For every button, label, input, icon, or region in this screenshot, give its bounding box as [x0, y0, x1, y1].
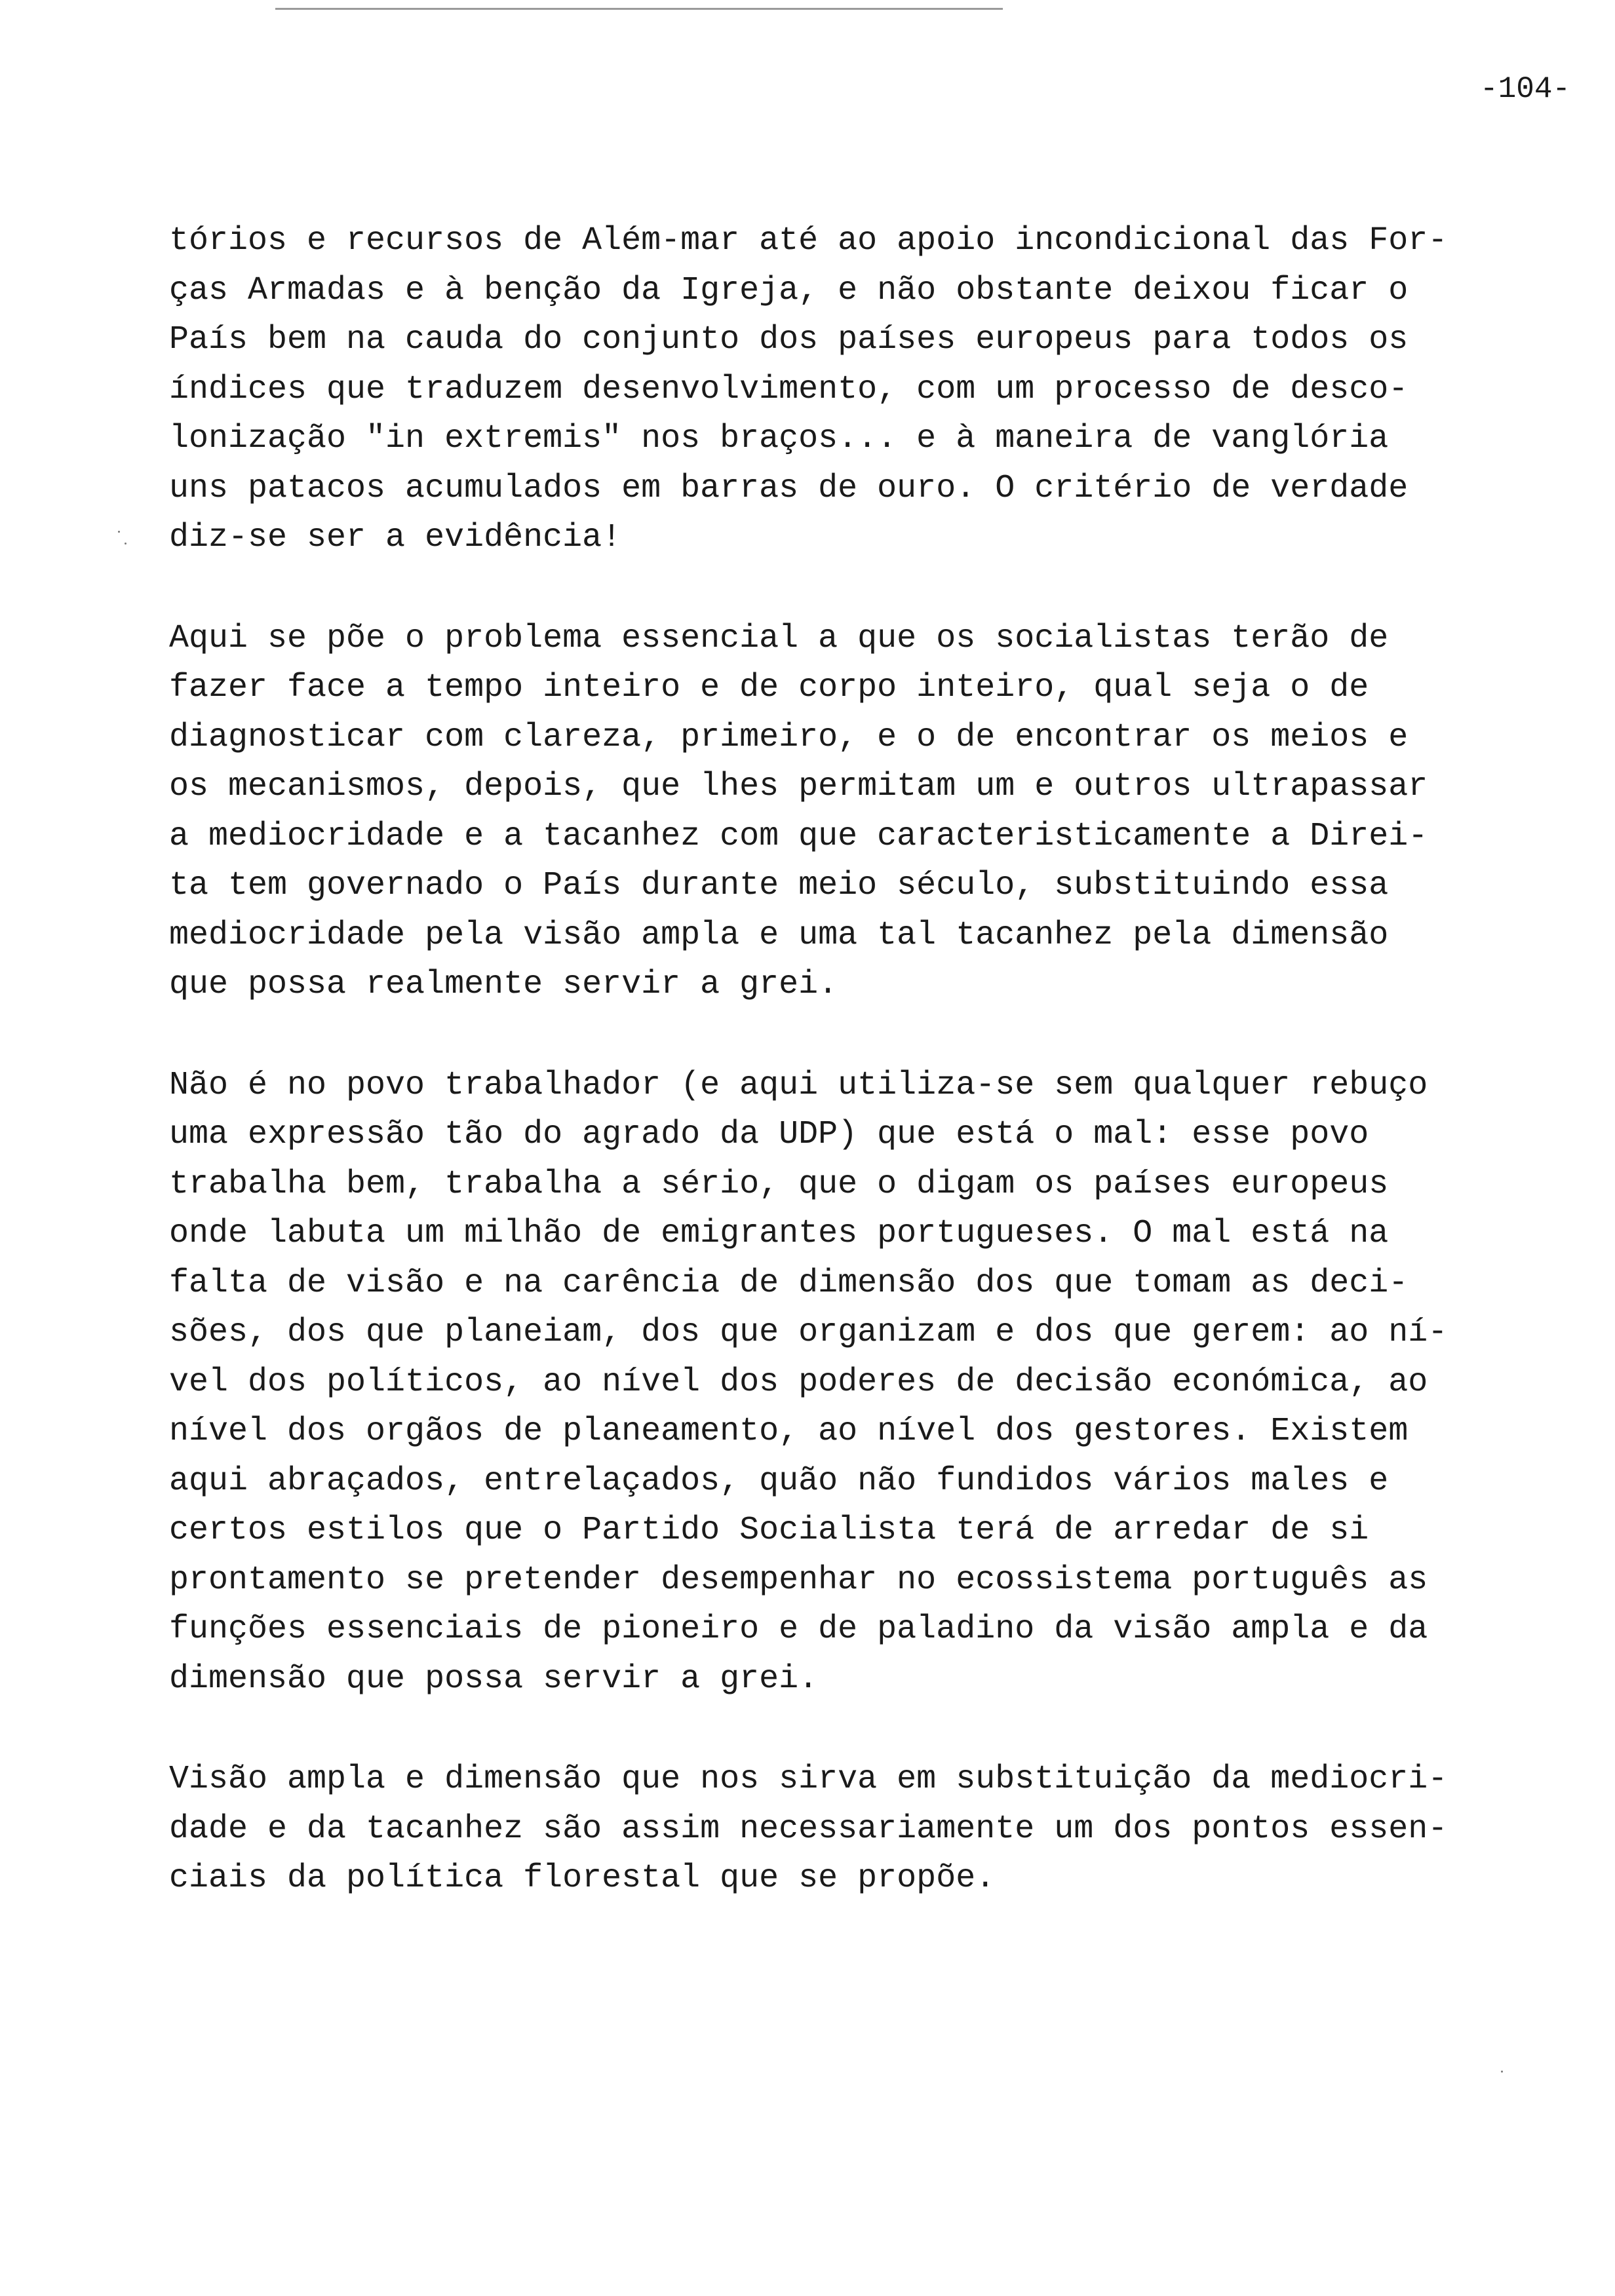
scan-speck — [125, 543, 126, 545]
text-line: prontamento se pretender desempenhar no ecossistema português as — [169, 1561, 1428, 1599]
text-line: mediocridade pela visão ampla e uma tal tacanhez pela dimensão — [169, 916, 1389, 954]
text-line: dimensão que possa servir a grei. — [169, 1660, 819, 1698]
text-line: ças Armadas e à benção da Igreja, e não obstante deixou ficar o — [169, 271, 1409, 309]
top-scan-rule — [275, 8, 1003, 10]
text-line: que possa realmente servir a grei. — [169, 966, 838, 1003]
paragraph-4 — [169, 1755, 1480, 1904]
text-line: falta de visão e na carência de dimensão dos que tomam as deci- — [169, 1264, 1409, 1302]
text-line: País bem na cauda do conjunto dos países europeus para todos os — [169, 321, 1409, 358]
scan-speck — [118, 531, 120, 533]
text-line: uns patacos acumulados em barras de ouro. O critério de verdade — [169, 469, 1409, 507]
text-line: a mediocridade e a tacanhez com que caracteristicamente a Direi- — [169, 817, 1428, 855]
text-line: ciais da política florestal que se propõe. — [169, 1860, 996, 1897]
text-line: sões, dos que planeiam, dos que organizam e dos que gerem: ao ní- — [169, 1314, 1448, 1351]
text-line: Não é no povo trabalhador (e aqui utiliza-se sem qualquer rebuço — [169, 1066, 1428, 1104]
text-line: onde labuta um milhão de emigrantes portugueses. O mal está na — [169, 1215, 1389, 1252]
text-line: diz-se ser a evidência! — [169, 519, 622, 556]
text-line: índices que traduzem desenvolvimento, com um processo de desco- — [169, 370, 1409, 408]
text-line: trabalha bem, trabalha a sério, que o digam os países europeus — [169, 1165, 1389, 1203]
text-line: lonização "in extremis" nos braços... e à maneira de vanglória — [169, 420, 1389, 457]
text-line: dade e da tacanhez são assim necessariamente um dos pontos essen- — [169, 1810, 1448, 1848]
document-body — [169, 216, 1480, 1955]
paragraph-3 — [169, 1061, 1480, 1704]
scan-speck — [1501, 2071, 1503, 2073]
text-line: nível dos orgãos de planeamento, ao nível dos gestores. Existem — [169, 1413, 1409, 1450]
text-line: funções essenciais de pioneiro e de paladino da visão ampla e da — [169, 1611, 1428, 1648]
text-line: fazer face a tempo inteiro e de corpo inteiro, qual seja o de — [169, 669, 1369, 706]
text-line: vel dos políticos, ao nível dos poderes de decisão económica, ao — [169, 1363, 1428, 1401]
text-line: aqui abraçados, entrelaçados, quão não fundidos vários males e — [169, 1462, 1389, 1500]
text-line: os mecanismos, depois, que lhes permitam um e outros ultrapassar — [169, 768, 1428, 805]
paragraph-1 — [169, 216, 1480, 563]
text-line: ta tem governado o País durante meio século, substituindo essa — [169, 867, 1389, 904]
page-number: -104- — [1480, 72, 1571, 106]
text-line: Aqui se põe o problema essencial a que os socialistas terão de — [169, 619, 1389, 657]
paragraph-2 — [169, 614, 1480, 1010]
text-line: uma expressão tão do agrado da UDP) que está o mal: esse povo — [169, 1116, 1369, 1153]
text-line: Visão ampla e dimensão que nos sirva em substituição da mediocri- — [169, 1761, 1448, 1798]
text-line: diagnosticar com clareza, primeiro, e o de encontrar os meios e — [169, 718, 1409, 756]
text-line: certos estilos que o Partido Socialista terá de arredar de si — [169, 1512, 1369, 1549]
text-line: tórios e recursos de Além-mar até ao apoio incondicional das For- — [169, 222, 1448, 259]
